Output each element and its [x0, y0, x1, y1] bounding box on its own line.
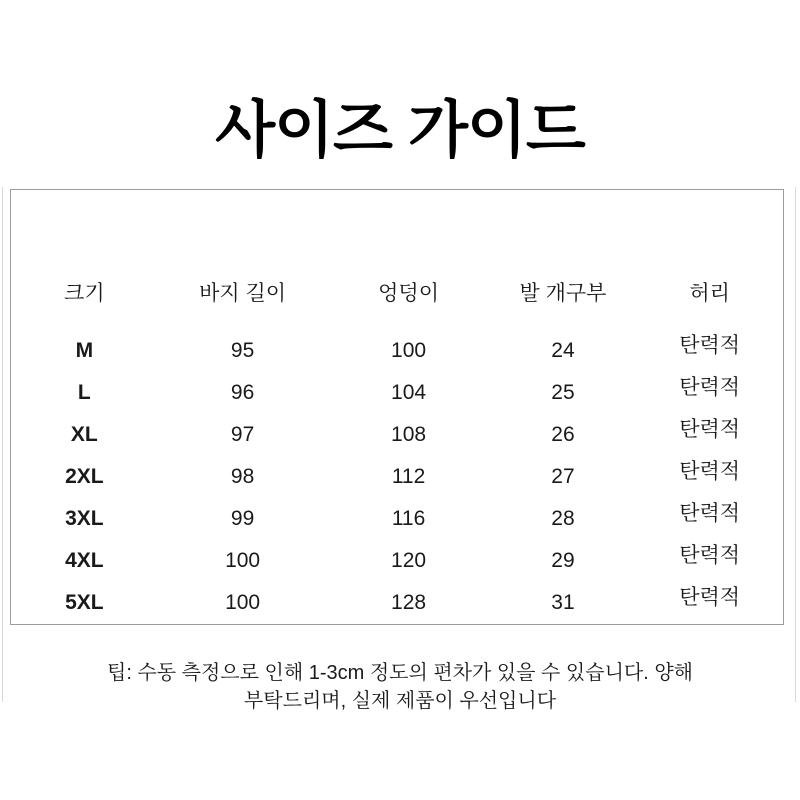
size-table [10, 189, 784, 625]
size-cell: 3XL [65, 507, 104, 530]
pants-length-cell: 100 [225, 591, 261, 614]
size-cell: 2XL [65, 465, 104, 488]
hip-cell: 116 [391, 507, 426, 530]
hip-cell: 100 [391, 339, 427, 362]
hip-cell: 112 [391, 465, 426, 488]
waist-cell: 탄력적 [679, 418, 741, 441]
size-cell: 4XL [65, 549, 104, 572]
leg-opening-cell: 25 [551, 381, 575, 404]
pants-length-cell: 99 [230, 507, 255, 530]
page-title: 사이즈 가이드 [215, 96, 585, 165]
measurement-disclaimer [0, 659, 800, 715]
table-row [11, 498, 783, 540]
table-row [11, 372, 783, 414]
pants-length-cell: 96 [230, 381, 255, 404]
table-row [11, 330, 783, 372]
pants-length-cell: 98 [230, 465, 255, 488]
pants-length-cell: 95 [230, 339, 255, 362]
column-header-pants-length: 바지 길이 [199, 282, 287, 305]
leg-opening-cell: 28 [551, 507, 575, 530]
waist-cell: 탄력적 [679, 502, 741, 525]
waist-cell: 탄력적 [679, 334, 741, 357]
size-cell: L [77, 381, 91, 404]
pants-length-cell: 100 [225, 549, 261, 572]
size-cell: 5XL [65, 591, 104, 614]
hip-cell: 120 [391, 549, 427, 572]
leg-opening-cell: 31 [551, 591, 575, 614]
table-row [11, 414, 783, 456]
column-header-hip: 엉덩이 [378, 282, 439, 305]
right-frame-line [795, 187, 796, 702]
table-row [11, 582, 783, 624]
disclaimer-line-1: 팁: 수동 측정으로 인해 1-3cm 정도의 편차가 있을 수 있습니다. 양해 [107, 662, 693, 684]
table-row [11, 540, 783, 582]
disclaimer-line-2: 부탁드리며, 실제 제품이 우선입니다 [243, 690, 557, 712]
hip-cell: 128 [391, 591, 427, 614]
column-header-size: 크기 [64, 282, 105, 305]
column-header-waist: 허리 [689, 282, 730, 305]
leg-opening-cell: 24 [551, 339, 575, 362]
waist-cell: 탄력적 [679, 586, 741, 609]
hip-cell: 108 [391, 423, 427, 446]
hip-cell: 104 [391, 381, 427, 404]
left-frame-line [2, 187, 3, 702]
waist-cell: 탄력적 [679, 460, 741, 483]
pants-length-cell: 97 [230, 423, 255, 446]
leg-opening-cell: 27 [551, 465, 575, 488]
leg-opening-cell: 29 [551, 549, 575, 572]
leg-opening-cell: 26 [551, 423, 575, 446]
size-cell: XL [70, 423, 98, 446]
column-header-leg-opening: 발 개구부 [519, 282, 607, 305]
waist-cell: 탄력적 [679, 376, 741, 399]
waist-cell: 탄력적 [679, 544, 741, 567]
table-row [11, 456, 783, 498]
size-cell: M [75, 339, 94, 362]
table-header-row [11, 273, 783, 315]
